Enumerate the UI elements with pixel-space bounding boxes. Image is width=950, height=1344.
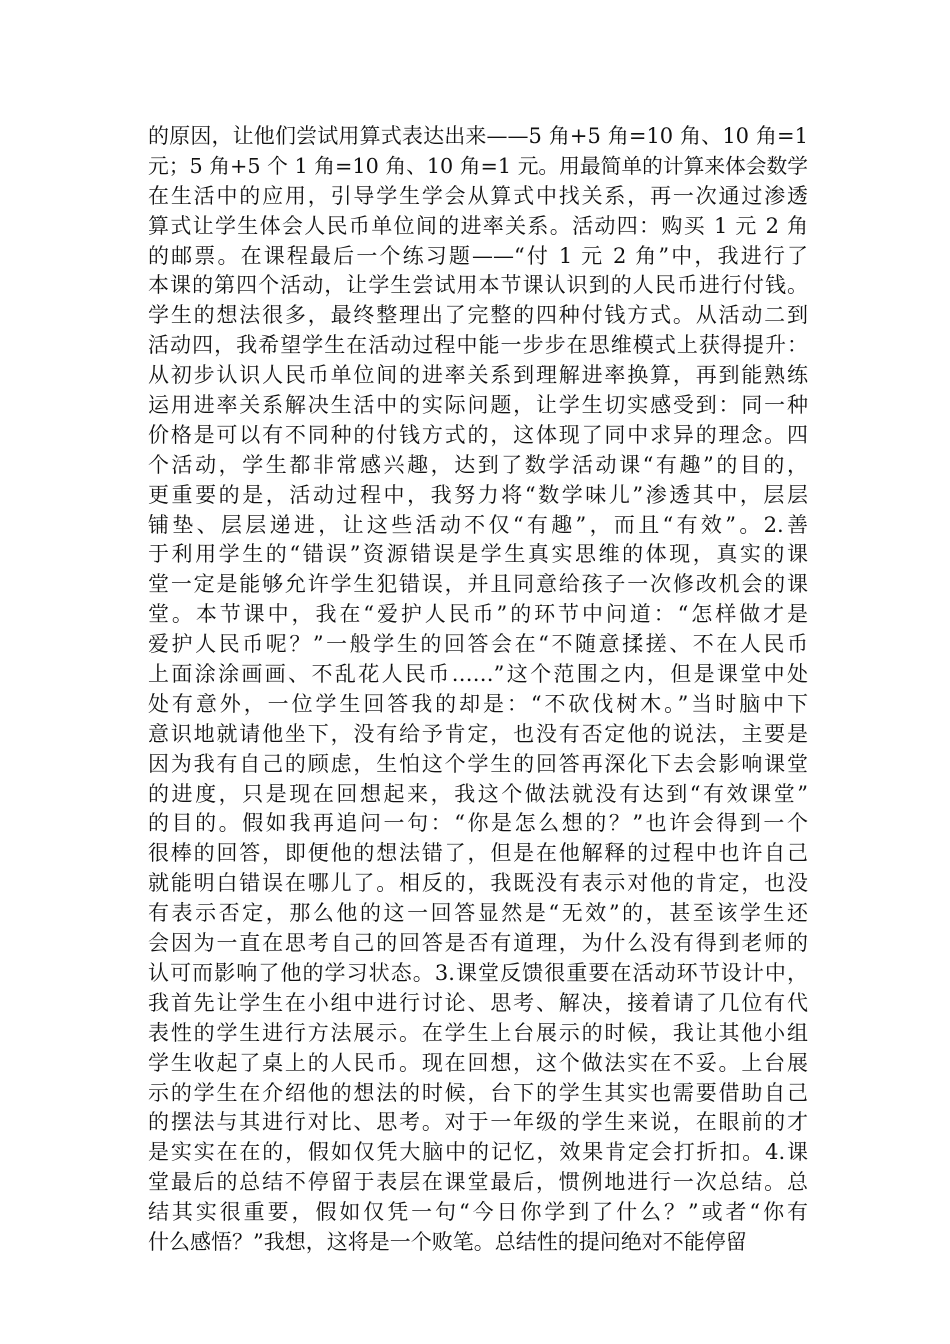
text-line: 堂最后的总结不停留于表层在课堂最后，惯例地进行一次总结。总 [148, 1170, 808, 1195]
text-line: 有表示否定，那么他的这一回答显然是“无效”的，甚至该学生还 [148, 901, 808, 926]
text-line: 堂。本节课中，我在“爱护人民币”的环节中问道：“怎样做才是 [148, 602, 808, 627]
text-line: 本课的第四个活动，让学生尝试用本节课认识到的人民币进行付钱。 [148, 273, 808, 298]
text-line: 因为我有自己的顾虑，生怕这个学生的回答再深化下去会影响课堂 [148, 751, 808, 776]
text-line: 从初步认识人民币单位间的进率关系到理解进率换算，再到能熟练 [148, 363, 808, 388]
text-line: 铺垫、层层递进，让这些活动不仅“有趣”，而且“有效”。2.善 [148, 512, 808, 537]
text-line: 学生收起了桌上的人民币。现在回想，这个做法实在不妥。上台展 [148, 1050, 808, 1075]
text-line: 上面涂涂画画、不乱花人民币……”这个范围之内，但是课堂中处 [148, 662, 808, 687]
text-line: 于利用学生的“错误”资源错误是学生真实思维的体现，真实的课 [148, 542, 808, 567]
text-line: 价格是可以有不同种的付钱方式的，这体现了同中求异的理念。四 [148, 422, 808, 447]
text-line: 运用进率关系解决生活中的实际问题，让学生切实感受到：同一种 [148, 393, 808, 418]
text-line: 是实实在在的，假如仅凭大脑中的记忆，效果肯定会打折扣。4.课 [148, 1140, 808, 1165]
text-line: 爱护人民币呢？”一般学生的回答会在“不随意揉搓、不在人民币 [148, 632, 808, 657]
text-line: 结其实很重要，假如仅凭一句“今日你学到了什么？”或者“你有 [148, 1200, 808, 1225]
text-line: 的摆法与其进行对比、思考。对于一年级的学生来说，在眼前的才 [148, 1110, 808, 1135]
body-text [148, 122, 808, 1258]
text-line: 会因为一直在思考自己的回答是否有道理，为什么没有得到老师的 [148, 931, 808, 956]
text-line: 什么感悟？”我想，这将是一个败笔。总结性的提问绝对不能停留 [148, 1229, 747, 1254]
text-line: 学生的想法很多，最终整理出了完整的四种付钱方式。从活动二到 [148, 303, 808, 328]
text-line: 更重要的是，活动过程中，我努力将“数学味儿”渗透其中，层层 [148, 482, 808, 507]
text-line: 堂一定是能够允许学生犯错误，并且同意给孩子一次修改机会的课 [148, 572, 808, 597]
text-line: 认可而影响了他的学习状态。3.课堂反馈很重要在活动环节设计中， [148, 960, 808, 985]
text-line: 处有意外，一位学生回答我的却是：“不砍伐树木。”当时脑中下 [148, 691, 808, 716]
text-line: 活动四，我希望学生在活动过程中能一步步在思维模式上获得提升： [148, 333, 808, 358]
text-line: 我首先让学生在小组中进行讨论、思考、解决，接着请了几位有代 [148, 990, 808, 1015]
text-line: 很棒的回答，即便他的想法错了，但是在他解释的过程中也许自己 [148, 841, 808, 866]
text-line: 的原因，让他们尝试用算式表达出来——5 角+5 角=10 角、10 角=1 [148, 124, 808, 148]
text-line: 表性的学生进行方法展示。在学生上台展示的时候，我让其他小组 [148, 1020, 808, 1045]
text-line: 个活动，学生都非常感兴趣，达到了数学活动课“有趣”的目的， [148, 452, 808, 477]
text-line: 的进度，只是现在回想起来，我这个做法就没有达到“有效课堂” [148, 781, 808, 806]
text-line: 示的学生在介绍他的想法的时候，台下的学生其实也需要借助自己 [148, 1080, 808, 1105]
text-line: 的邮票。在课程最后一个练习题——“付 1 元 2 角”中，我进行了 [148, 243, 808, 268]
text-line: 在生活中的应用，引导学生学会从算式中找关系，再一次通过渗透 [148, 183, 808, 208]
text-line: 的目的。假如我再追问一句：“你是怎么想的？”也许会得到一个 [148, 811, 808, 836]
text-line: 算式让学生体会人民币单位间的进率关系。活动四：购买 1 元 2 角 [148, 213, 808, 238]
text-line: 意识地就请他坐下，没有给予肯定，也没有否定他的说法，主要是 [148, 721, 808, 746]
text-line: 元；5 角+5 个 1 角=10 角、10 角=1 元。用最简单的计算来体会数学 [148, 153, 808, 178]
text-line: 就能明白错误在哪儿了。相反的，我既没有表示对他的肯定，也没 [148, 871, 808, 896]
